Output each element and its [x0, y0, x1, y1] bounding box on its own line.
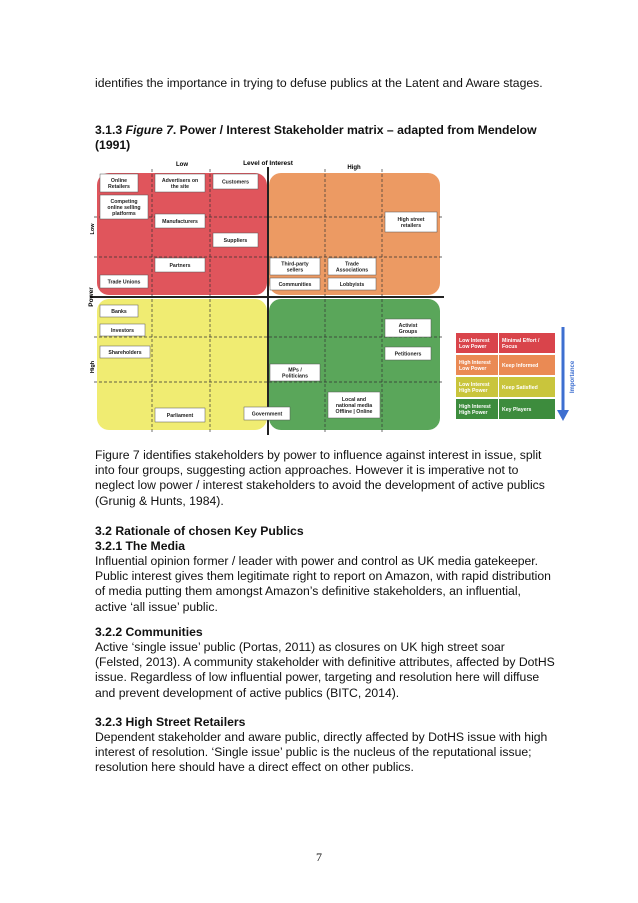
stakeholder-manufacturers [155, 214, 205, 228]
section-32-heading: 3.2 Rationale of chosen Key Publics [95, 524, 304, 538]
legend-text: Low Power [459, 365, 487, 372]
stakeholder-online-retailers [100, 174, 138, 192]
stakeholder-parliament [155, 408, 205, 422]
interest-low-label: Low [176, 162, 188, 168]
stakeholder-label: Offline | Online [335, 408, 373, 415]
legend-row [456, 355, 555, 375]
stakeholder-competing [100, 195, 148, 219]
stakeholder-advertisers [155, 174, 205, 192]
stakeholder-label: Trade [345, 261, 359, 268]
stakeholder-petitioners [385, 347, 431, 360]
axis-power-label: Power [88, 287, 95, 307]
intro-paragraph: identifies the importance in trying to defuse publics at the Latent and Aware stages. [95, 76, 543, 90]
stakeholder-label: national media [335, 402, 373, 409]
stakeholder-label: Activist [398, 322, 418, 329]
stakeholder-label: Advertisers on [161, 177, 199, 184]
stakeholder-label: Competing [110, 198, 138, 205]
power-high-label: High [90, 360, 96, 374]
stakeholder-label: online selling [107, 204, 141, 211]
figure7-paragraph: Figure 7 identifies stakeholders by power to influence against interest in issue, split into four groups, suggesting action approaches. However it is imperative not to neglect low power / interest stakeholders to avoid the development of active publics (Grunig & Hunts, 1984). [95, 448, 545, 508]
legend-text: Keep Informed [502, 362, 539, 369]
stakeholder-label: Lobbyists [339, 281, 365, 288]
stakeholder-matrix-figure [82, 157, 592, 440]
stakeholder-label: Banks [111, 308, 127, 315]
legend-row [456, 377, 555, 397]
stakeholder-label: platforms [112, 210, 136, 217]
stakeholder-communities [270, 278, 320, 290]
stakeholder-label: Government [251, 411, 283, 418]
figure-heading-number: 3.1.3 [95, 123, 123, 137]
strategy-legend [456, 333, 555, 419]
section-322-heading: 3.2.2 Communities [95, 625, 203, 639]
stakeholder-label: Manufacturers [162, 218, 198, 225]
legend-text: High Power [459, 409, 488, 416]
figure-heading-title: . Power / Interest Stakeholder matrix – adapted from Mendelow (1991) [95, 123, 537, 153]
legend-text: Key Players [502, 406, 532, 413]
legend-text: High Power [459, 387, 488, 394]
interest-high-label: High [347, 165, 361, 171]
stakeholder-trade-unions [100, 275, 148, 288]
stakeholder-label: retailers [400, 222, 422, 229]
stakeholder-label: Politicians [282, 373, 308, 380]
stakeholder-label: sellers [286, 267, 304, 274]
power-low-label: Low [90, 223, 96, 235]
axis-interest-label: Level of Interest [243, 160, 293, 167]
section-323-heading: 3.2.3 High Street Retailers [95, 715, 246, 729]
stakeholder-label: Online [110, 177, 128, 184]
page-number: 7 [316, 850, 322, 864]
stakeholder-label: Investors [110, 327, 135, 334]
stakeholder-investors [100, 324, 145, 336]
stakeholder-trade-assoc [328, 258, 376, 275]
stakeholder-label: MPs / [288, 367, 302, 374]
stakeholder-label: Customers [221, 179, 250, 186]
stakeholder-label: the site [170, 183, 190, 190]
legend-row [456, 333, 555, 353]
legend-text: Focus [502, 343, 518, 350]
legend-text: High Interest [459, 359, 491, 366]
stakeholder-label: Retailers [108, 183, 130, 190]
legend-text: Keep Satisfied [502, 384, 538, 391]
stakeholder-banks [100, 305, 138, 317]
stakeholder-label: Groups [398, 328, 418, 335]
stakeholder-label: Partners [169, 262, 191, 269]
importance-arrowhead [557, 410, 569, 421]
stakeholder-government [244, 407, 290, 420]
stakeholder-high-street [385, 212, 437, 232]
stakeholder-label: Communities [278, 281, 312, 288]
stakeholder-label: Third-party [281, 261, 309, 268]
stakeholder-label: Trade Unions [107, 279, 141, 286]
legend-text: Minimal Effort / [502, 337, 540, 344]
stakeholder-label: Associations [335, 267, 369, 274]
stakeholder-label: Local and [341, 396, 367, 403]
section-321-body: Influential opinion former / leader with power and control as UK media gatekeeper. Public interest gives them legitimate right to report on Amazon, with rapid distribution of media putting them amongst Amazon’s definitive stakeholders, an influential, active ‘all issue’ public. [95, 554, 551, 614]
stakeholder-label: Parliament [166, 412, 194, 419]
quadrant-top-right [269, 173, 440, 295]
figure-heading-label: Figure 7 [125, 123, 173, 137]
stakeholder-activist [385, 319, 431, 337]
legend-text: Low Power [459, 343, 487, 350]
figure-heading [95, 123, 555, 153]
stakeholder-customers [213, 174, 258, 189]
stakeholder-third-party [270, 258, 320, 275]
legend-text: Low Interest [459, 381, 490, 388]
stakeholder-label: Shareholders [108, 349, 142, 356]
section-323-body: Dependent stakeholder and aware public, directly affected by DotHS issue with high interest of resolution. ‘Single issue’ public is the nucleus of the reputational issue; resolution here should have a direct effect on other publics. [95, 730, 548, 775]
stakeholder-lobbyists [328, 278, 376, 290]
section-322-body: Active ‘single issue’ public (Portas, 2011) as closures on UK high street soar (Felsted, 2013). A community stakeholder with definitive attributes, affected by DotHS issue. Regardless of low influential power, targeting and resolution here will diffuse and prevent development of active publics (BITC, 2014). [95, 640, 555, 700]
stakeholder-shareholders [100, 346, 150, 358]
legend-text: High Interest [459, 403, 491, 410]
stakeholder-partners [155, 258, 205, 272]
stakeholder-label: Suppliers [223, 237, 248, 244]
stakeholder-label: High street [397, 216, 425, 223]
importance-label: Importance [570, 360, 576, 394]
stakeholder-media [328, 392, 380, 418]
stakeholder-suppliers [213, 233, 258, 247]
legend-text: Low Interest [459, 337, 490, 344]
stakeholder-label: Petitioners [394, 351, 422, 358]
stakeholder-mps [270, 364, 320, 381]
legend-row [456, 399, 555, 419]
section-321-heading: 3.2.1 The Media [95, 539, 186, 553]
